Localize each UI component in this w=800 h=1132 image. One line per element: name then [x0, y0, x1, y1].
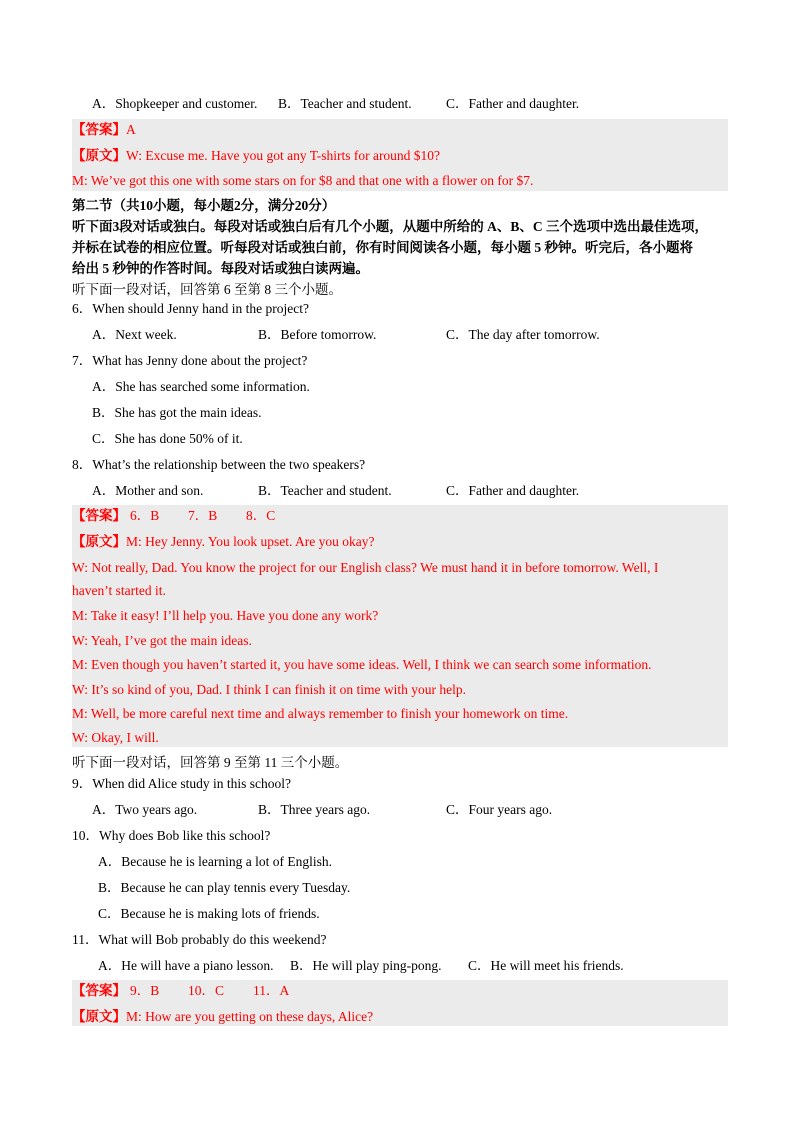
answer-tag: 【答案】 [72, 508, 126, 523]
transcript-line: W: It’s so kind of you, Dad. I think I can finish it on time with your help. [72, 682, 466, 697]
q11-option-a: A．He will have a piano lesson. [98, 958, 274, 973]
q7-option-c: C．She has done 50% of it. [92, 431, 243, 446]
q5-option-a: A．Shopkeeper and customer. [92, 96, 258, 111]
q9-option-a: A．Two years ago. [92, 802, 198, 817]
section-instructions-2: 并标在试卷的相应位置。听每段对话或独白前，你有时间阅读各小题，每小题 5 秒钟。听完后，各小题将 [72, 240, 693, 255]
q7-option-a: A．She has searched some information. [92, 379, 310, 394]
q6-option-c: C．The day after tomorrow. [446, 327, 600, 342]
transcript-line: M: Well, be more careful next time and always remember to finish your homework on time. [72, 706, 569, 721]
q11-option-b: B．He will play ping-pong. [290, 958, 442, 973]
transcript-line: W: Okay, I will. [72, 730, 159, 745]
section-instructions-1: 听下面3段对话或独白。每段对话或独白后有几个小题，从题中所给的 A、B、C 三个选项中选出最佳选项， [72, 219, 709, 234]
answer-10: 10．C [188, 983, 225, 998]
original-1-first [72, 147, 440, 165]
q10-option-a: A．Because he is learning a lot of English. [98, 854, 332, 869]
q8-option-a: A．Mother and son. [92, 483, 204, 498]
q6-stem: 6．When should Jenny hand in the project? [72, 301, 309, 316]
q8-option-b: B．Teacher and student. [258, 483, 392, 498]
q8-stem: 8．What’s the relationship between the two speakers? [72, 457, 366, 472]
transcript-line: M: We’ve got this one with some stars on for $8 and that one with a flower on for $7. [72, 173, 534, 188]
q8-option-c: C．Father and daughter. [446, 483, 580, 498]
transcript-line: W: Yeah, I’ve got the main ideas. [72, 633, 252, 648]
intro-9-11: 听下面一段对话，回答第 9 至第 11 三个小题。 [72, 755, 349, 770]
answer-tag: 【答案】 [72, 983, 126, 998]
q10-option-b: B．Because he can play tennis every Tuesday. [98, 880, 351, 895]
transcript-line: M: Take it easy! I’ll help you. Have you done any work? [72, 608, 379, 623]
transcript-line: W: Excuse me. Have you got any T-shirts for around $10? [126, 148, 441, 163]
original-tag: 【原文】 [72, 534, 126, 549]
answer-8: 8．C [246, 508, 276, 523]
answer-7: 7．B [188, 508, 218, 523]
q11-stem: 11．What will Bob probably do this weekend? [72, 932, 327, 947]
transcript-line: M: Hey Jenny. You look upset. Are you okay? [126, 534, 375, 549]
section-instructions-3: 给出 5 秒钟的作答时间。每段对话或独白读两遍。 [72, 261, 369, 276]
q6-option-a: A．Next week. [92, 327, 177, 342]
q7-stem: 7．What has Jenny done about the project? [72, 353, 308, 368]
original-tag: 【原文】 [72, 148, 126, 163]
original-3-first [72, 1008, 373, 1026]
q5-option-c: C．Father and daughter. [446, 96, 580, 111]
transcript-line: M: How are you getting on these days, Alice? [126, 1009, 374, 1024]
q9-option-c: C．Four years ago. [446, 802, 553, 817]
answer-6: 6．B [130, 508, 160, 523]
q10-option-c: C．Because he is making lots of friends. [98, 906, 320, 921]
q9-stem: 9．When did Alice study in this school? [72, 776, 291, 791]
intro-6-8: 听下面一段对话，回答第 6 至第 8 三个小题。 [72, 282, 342, 297]
q10-stem: 10．Why does Bob like this school? [72, 828, 271, 843]
original-tag: 【原文】 [72, 1009, 126, 1024]
original-2-first [72, 533, 374, 551]
q7-option-b: B．She has got the main ideas. [92, 405, 262, 420]
transcript-line: haven’t started it. [72, 583, 166, 598]
answer-11: 11．A [253, 983, 290, 998]
section-title: 第二节（共10小题，每小题2分，满分20分） [72, 198, 336, 213]
answer-9: 9．B [130, 983, 160, 998]
transcript-line: M: Even though you haven’t started it, you have some ideas. Well, I think we can search some information. [72, 657, 652, 672]
transcript-line: W: Not really, Dad. You know the project for our English class? We must hand it in before tomorrow. Well, I [72, 560, 659, 575]
answer-value: A [126, 122, 136, 137]
q5-option-b: B．Teacher and student. [278, 96, 412, 111]
q11-option-c: C．He will meet his friends. [468, 958, 624, 973]
q9-option-b: B．Three years ago. [258, 802, 371, 817]
q6-option-b: B．Before tomorrow. [258, 327, 377, 342]
answer-tag: 【答案】 [72, 122, 126, 137]
answer-1 [72, 121, 136, 139]
